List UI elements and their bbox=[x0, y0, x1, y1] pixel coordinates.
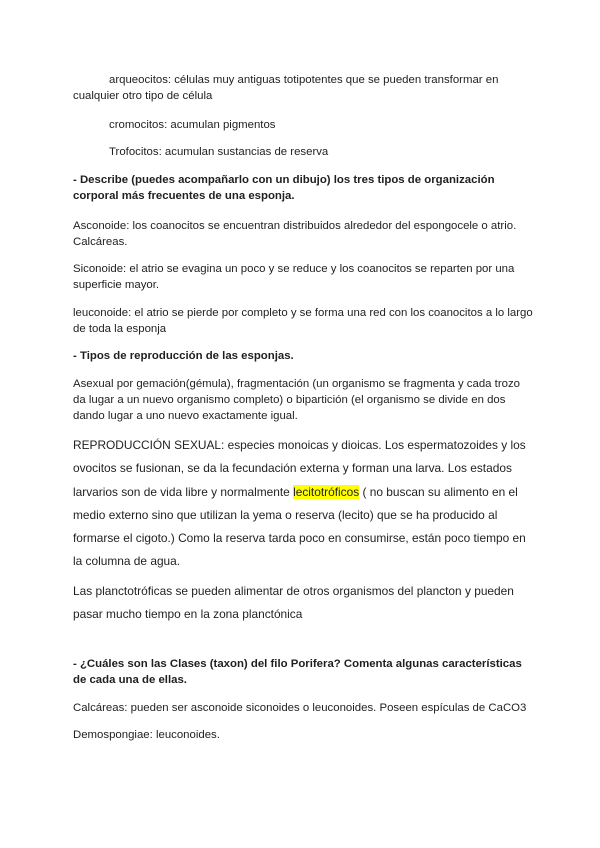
answer-sexual bbox=[73, 434, 533, 574]
answer-leuconoide: leuconoide: el atrio se pierde por completo y se forma una red con los coanocitos a lo largo de toda la esponja bbox=[73, 307, 533, 335]
paragraph-arqueocitos: arqueocitos: células muy antiguas totipotentes que se pueden transformar en cualquier otro tipo de célula bbox=[73, 74, 499, 102]
question-reproduccion: - Tipos de reproducción de las esponjas. bbox=[73, 350, 294, 362]
answer-calcareas: Calcáreas: pueden ser asconoide siconoides o leuconoides. Poseen espículas de CaCO3 bbox=[73, 702, 527, 714]
answer-sexual-text-1: REPRODUCCIÓN SEXUAL: especies monoicas y dioicas. Los espermatozoides y los ovocitos se fusionan, se da la fecundación externa y forman una larva. Los estados larvarios son de vida libre y normalmente bbox=[73, 438, 526, 499]
answer-sexual-text-2: ( no buscan su alimento en el medio externo sino que utilizan la yema o reserva (lecito) que se ha producido al formarse el cigoto.) Como la reserva tarda poco en consumirse, están poco tiempo en la columna de agua. bbox=[73, 484, 526, 569]
highlighted-term: lecitotróficos bbox=[293, 484, 360, 499]
answer-asexual: Asexual por gemación(gémula), fragmentación (un organismo se fragmenta y cada trozo da lugar a un nuevo organismo completo) o bipartición (el organismo se divide en dos dando lugar a uno nuevo exactamente igual. bbox=[73, 378, 520, 422]
answer-asconoide: Asconoide: los coanocitos se encuentran distribuidos alrededor del espongocele o atrio. Calcáreas. bbox=[73, 220, 517, 248]
answer-demospongiae: Demospongiae: leuconoides. bbox=[73, 729, 220, 741]
paragraph-trofocitos: Trofocitos: acumulan sustancias de reserva bbox=[109, 146, 329, 158]
question-clases: - ¿Cuáles son las Clases (taxon) del filo Porifera? Comenta algunas características de cada una de ellas. bbox=[73, 658, 522, 686]
answer-planctotroficas: Las planctotróficas se pueden alimentar de otros organismos del plancton y pueden pasar mucho tiempo en la zona planctónica bbox=[73, 584, 514, 622]
paragraph-cromocitos: cromocitos: acumulan pigmentos bbox=[109, 119, 276, 131]
question-organizacion: - Describe (puedes acompañarlo con un dibujo) los tres tipos de organización corporal más frecuentes de una esponja. bbox=[73, 174, 495, 202]
answer-siconoide: Siconoide: el atrio se evagina un poco y se reduce y los coanocitos se reparten por una superficie mayor. bbox=[73, 263, 515, 291]
